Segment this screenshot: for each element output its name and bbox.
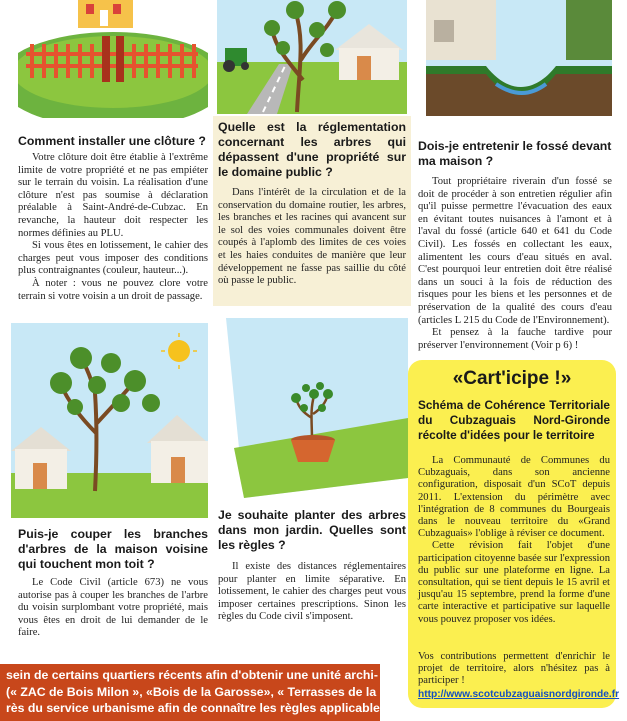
carticipe-closing: [418, 651, 620, 701]
fence-illustration: [18, 0, 208, 118]
planting-question-title: Je souhaite planter des arbres dans mon jardin. Quelles sont les règles ?: [218, 508, 406, 552]
neighbor-branches-question-title: Puis-je couper les branches d'arbres de la maison voisine qui touchent mon toit ?: [18, 527, 208, 571]
planting-answer-para-1: Il existe des distances réglementaires pour planter en limite séparative. En lotissement, le cahier des charges peut vous imposer certaines prescriptions. Sinon les règles du Code civil s'imposent.: [218, 561, 406, 623]
carticipe-closing-text: Vos contributions permettent d'enrichir le projet de territoire, alors n'hésitez pas à participer !: [418, 651, 610, 687]
neighbor-tree-illustration: [11, 323, 208, 518]
ditch-illustration: [426, 0, 612, 116]
fence-answer-para-2: Si vous êtes en lotissement, le cahier des charges peut vous imposer des conditions plus contraignantes (couleur, hauteur...).: [18, 240, 208, 277]
ditch-answer-para-2: Et pensez à la fauche tardive pour préserver l'environnement (Voir p 6) !: [418, 327, 612, 351]
ditch-answer: [418, 176, 612, 352]
carticipe-title: «Cart'icipe !»: [452, 368, 572, 389]
scot-website-link[interactable]: http://www.scotcubzaguaisnordgironde.fr: [418, 688, 620, 700]
fence-answer: [18, 152, 208, 303]
bottom-banner: [0, 664, 391, 721]
carticipe-subtitle: Schéma de Cohérence Territoriale du Cubzaguais Nord-Gironde récolte d'idées pour le territoire: [418, 398, 610, 442]
ditch-question-title: Dois-je entretenir le fossé devant ma maison ?: [418, 139, 612, 168]
planting-answer: [218, 561, 406, 624]
fence-question-title: Comment installer une clôture ?: [18, 134, 206, 148]
road-tree-illustration: [217, 0, 407, 114]
carticipe-para-2: Cette révision fait l'objet d'une participation citoyenne basée sur l'expression du public sur une plateforme en ligne. La consultation, qui se tient depuis le 15 avril et jusqu'au 15 septembre, prend la forme d'une carte interactive et participative sur laquelle vous pouvez proposer vos idées.: [418, 540, 610, 625]
potted-plant-illustration: [214, 318, 408, 498]
ditch-answer-para-1: Tout propriétaire riverain d'un fossé se doit de procéder à son entretien régulier afin qu'il puisse permettre l'évacuation des eaux en évitant toutes nuisances à l'amont et à l'aval du fossé (article 640 et 641 du Code Civil). Les fossés en collectant les eaux, alimentent les cours d'eau situés en aval. C'est pourquoi leur entretien doit être réalisé dans un souci à la fois de réduction des risques pour les biens et les personnes et de préservation de la qualité des cours d'eau (articles L 215 du Code de l'Environnement).: [418, 176, 612, 326]
banner-line-1: sein de certains quartiers récents afin d'obtenir une unité archi-: [6, 668, 378, 682]
fence-answer-para-1: Votre clôture doit être établie à l'extrême limite de votre propriété et ne pas empiéter sur le terrain du voisin. La réalisation d'une clôture n'est pas soumise à déclaration préalable à Saint-André-de-Cubzac. En revanche, la hauteur doit respecter les normes définies au PLU.: [18, 152, 208, 239]
neighbor-branches-answer: [18, 577, 208, 640]
carticipe-para-1: La Communauté de Communes du Cubzaguais, dans son ancienne configuration, disposait d'un SCoT depuis 2011. L'extension du périmètre avec l'intégration de 8 communes du Bourgeais dans le nouveau territoire du «Grand Cubzaguais» l'oblige à réviser ce document.: [418, 455, 610, 540]
neighbor-branches-answer-para-1: Le Code Civil (article 673) ne vous autorise pas à couper les branches de l'arbre du voisin surplombant votre propriété, mais vous êtes en droit de lui demander de le faire.: [18, 577, 208, 639]
banner-line-3: rès du service urbanisme afin de connaître les règles applicables.: [6, 701, 391, 715]
carticipe-body: [418, 455, 610, 626]
public-domain-answer-para-1: Dans l'intérêt de la circulation et de la conservation du domaine routier, les arbres, les branches et les racines qui avancent sur le sol des voies communales doivent être coupés à l'aplomb des limites de ces voies et les haies conduites de manière que leur développement ne fasse pas saillie du côté où passe le public.: [218, 187, 406, 287]
banner-line-2: (« ZAC de Bois Milon », «Bois de la Garosse», « Terrasses de la: [6, 684, 377, 699]
public-domain-answer: [218, 187, 406, 288]
fence-answer-para-3: À noter : vous ne pouvez clore votre terrain si votre voisin a un droit de passage.: [18, 277, 208, 302]
public-domain-question-title: Quelle est la réglementation concernant les arbres qui dépassent d'une propriété sur le domaine public ?: [218, 120, 406, 179]
